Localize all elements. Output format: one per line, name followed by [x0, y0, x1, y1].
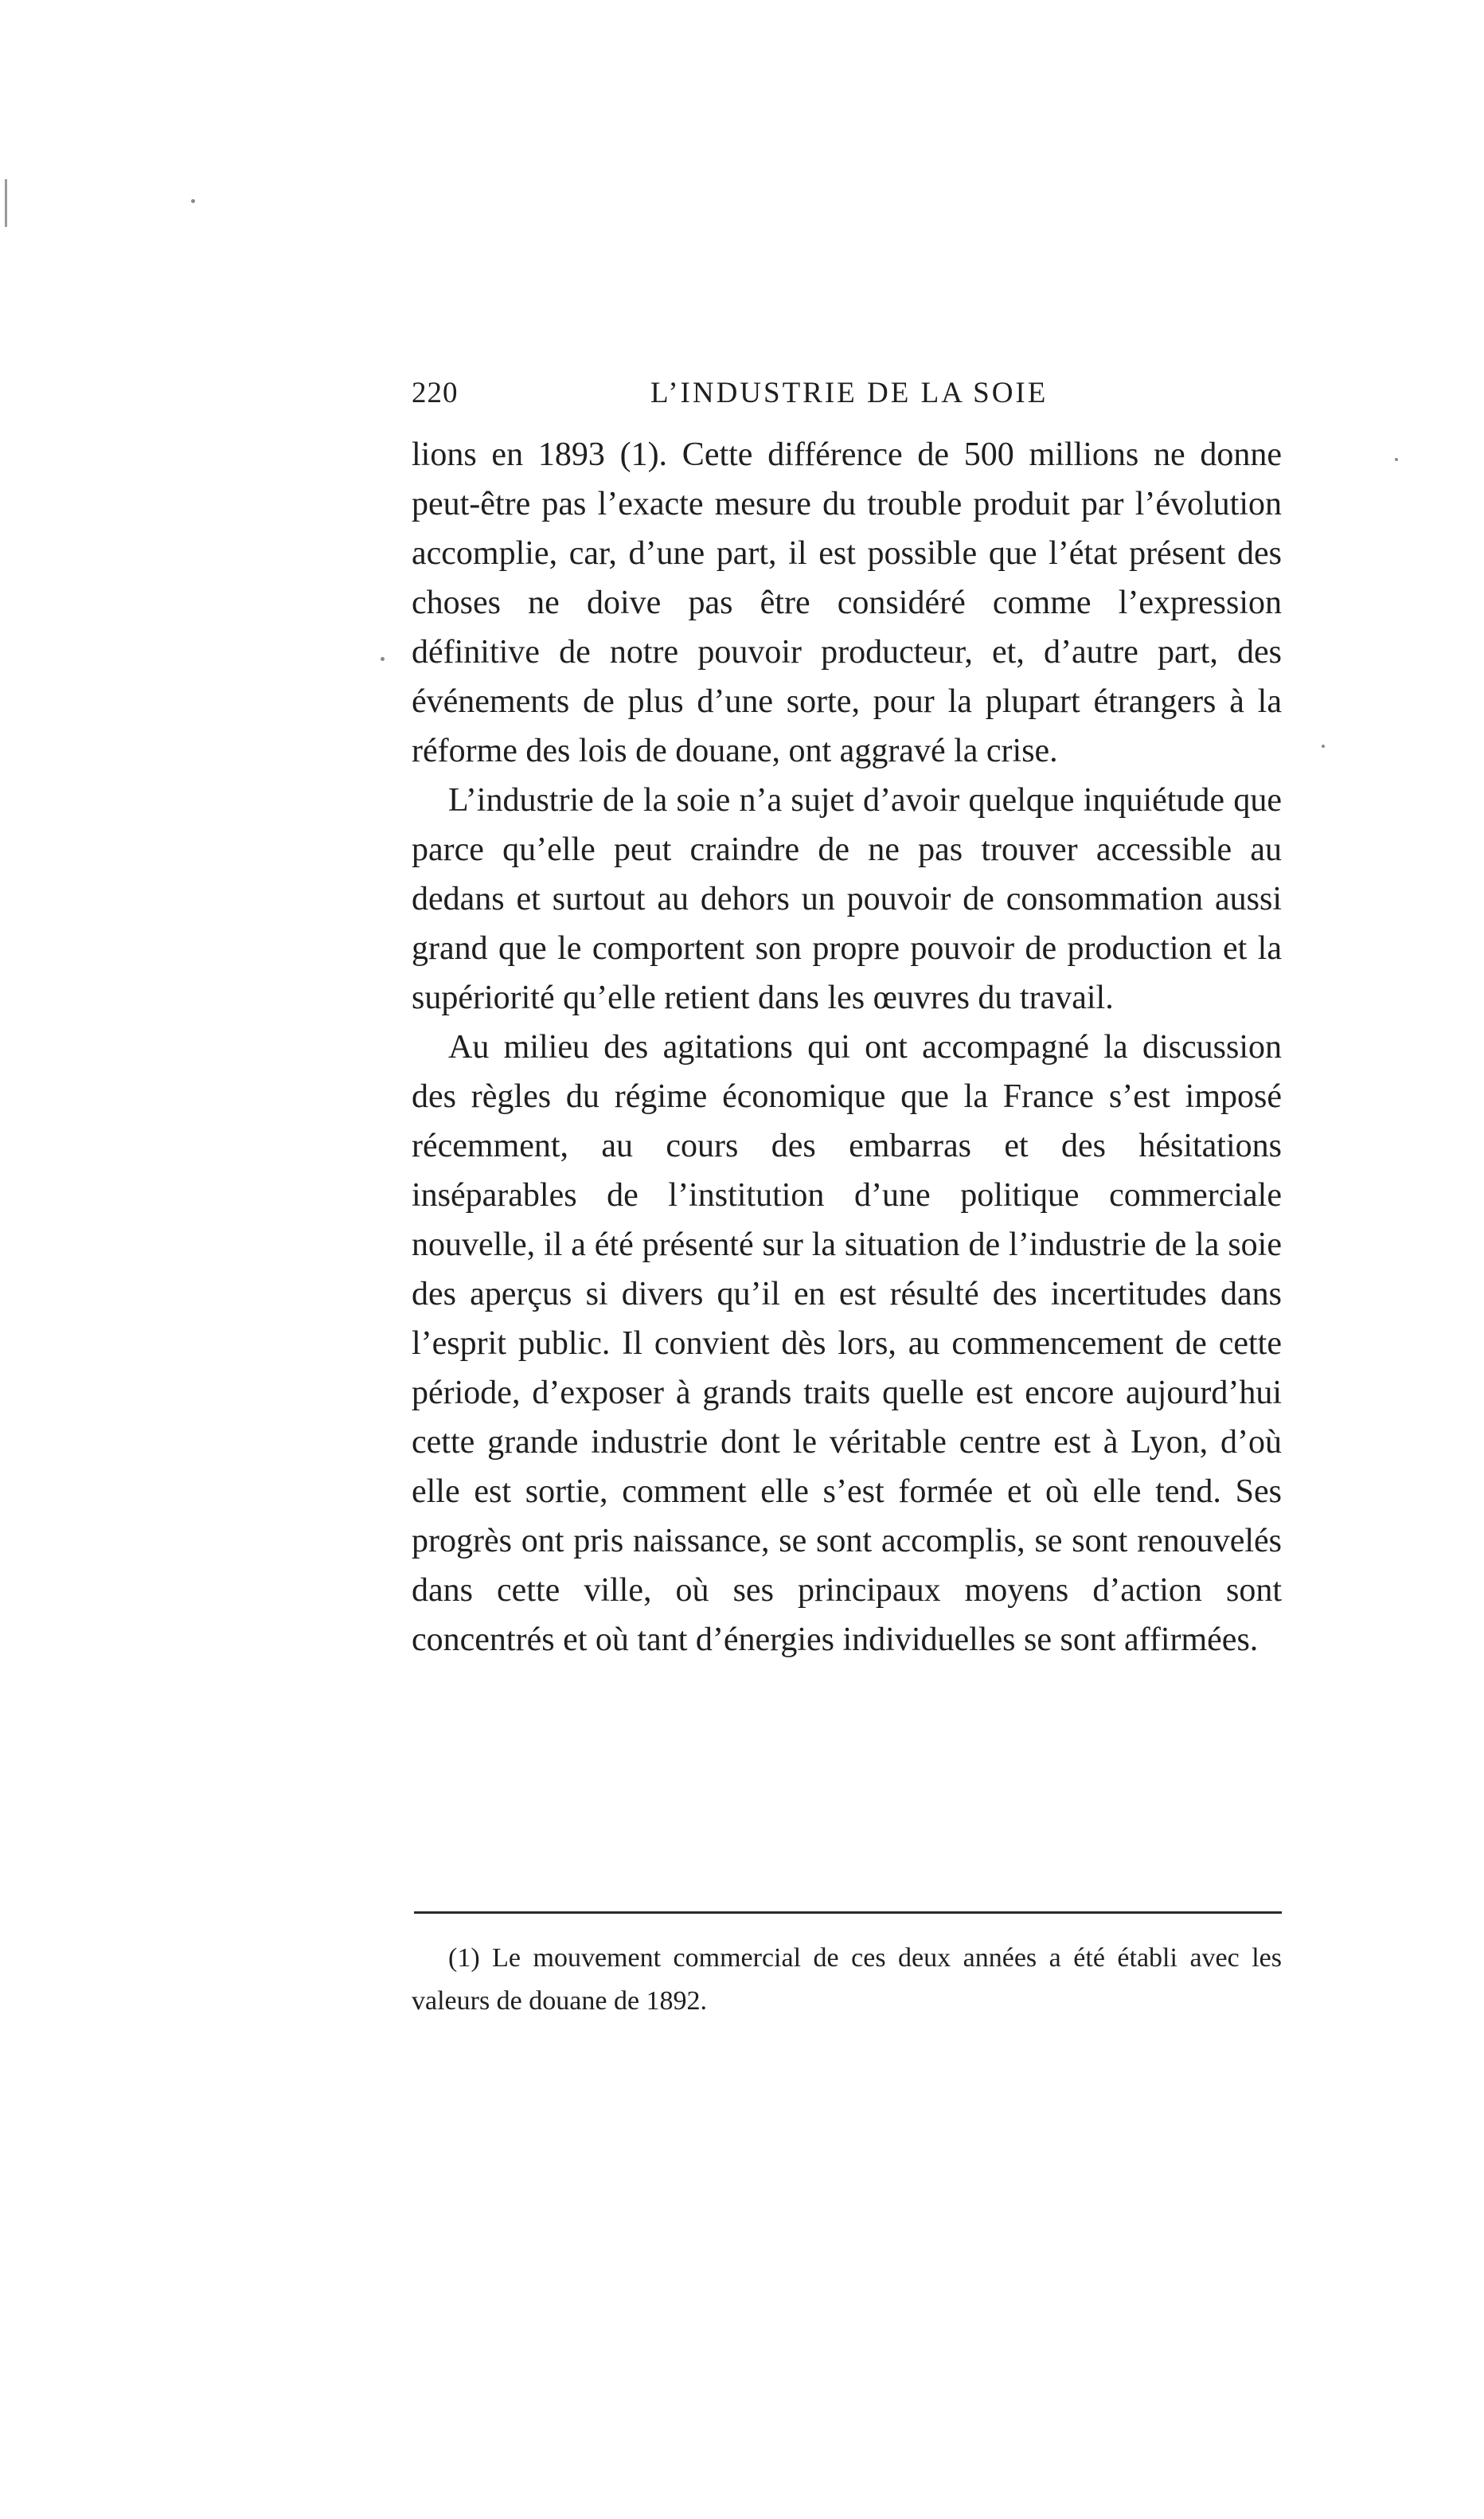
body-text — [412, 430, 1282, 1664]
scan-speck — [1395, 458, 1398, 461]
paragraph-1: lions en 1893 (1). Cette différence de 500 millions ne donne peut-être pas l’exacte mesure du trouble produit par l’évolution accomplie, car, d’une part, il est possible que l’état présent des choses ne doive pas être considéré comme l’expression définitive de notre pouvoir producteur, et, d’autre part, des événements de plus d’une sorte, pour la plupart étrangers à la réforme des lois de douane, ont aggravé la crise. — [412, 436, 1282, 769]
scan-speck — [191, 199, 195, 203]
scan-speck — [1322, 745, 1325, 748]
page-number: 220 — [412, 377, 459, 409]
footnote: (1) Le mouvement commercial de ces deux années a été établi avec les valeurs de douane de 1892. — [412, 1943, 1282, 2016]
running-head — [412, 368, 1282, 416]
scan-speck — [381, 657, 385, 661]
paragraph-3: Au milieu des agitations qui ont accompagné la discussion des règles du régime économique que la France s’est imposé récemment, au cours des embarras et des hésitations inséparables de l’institution d’une politique commerciale nouvelle, il a été présenté sur la situation de l’industrie de la soie des aperçus si divers qu’il en est résulté des incertitudes dans l’esprit public. Il convient dès lors, au commencement de cette période, d’exposer à grands traits quelle est encore aujourd’hui cette grande industrie dont le véritable centre est à Lyon, d’où elle est sortie, comment elle s’est formée et où elle tend. Ses progrès ont pris naissance, se sont accomplis, se sont renouvelés dans cette ville, où ses principaux moyens d’action sont concentrés et où tant d’énergies individuelles se sont affirmées. — [412, 1029, 1282, 1658]
scan-edge-mark — [5, 179, 7, 227]
footnote-rule — [414, 1911, 1282, 1914]
running-title: L’INDUSTRIE DE LA SOIE — [650, 377, 1049, 409]
paragraph-2: L’industrie de la soie n’a sujet d’avoir quelque inquiétude que parce qu’elle peut craindre de ne pas trouver accessible au dedans et surtout au dehors un pouvoir de consommation aussi grand que le comportent son propre pouvoir de production et la supériorité qu’elle retient dans les œuvres du travail. — [412, 782, 1282, 1016]
